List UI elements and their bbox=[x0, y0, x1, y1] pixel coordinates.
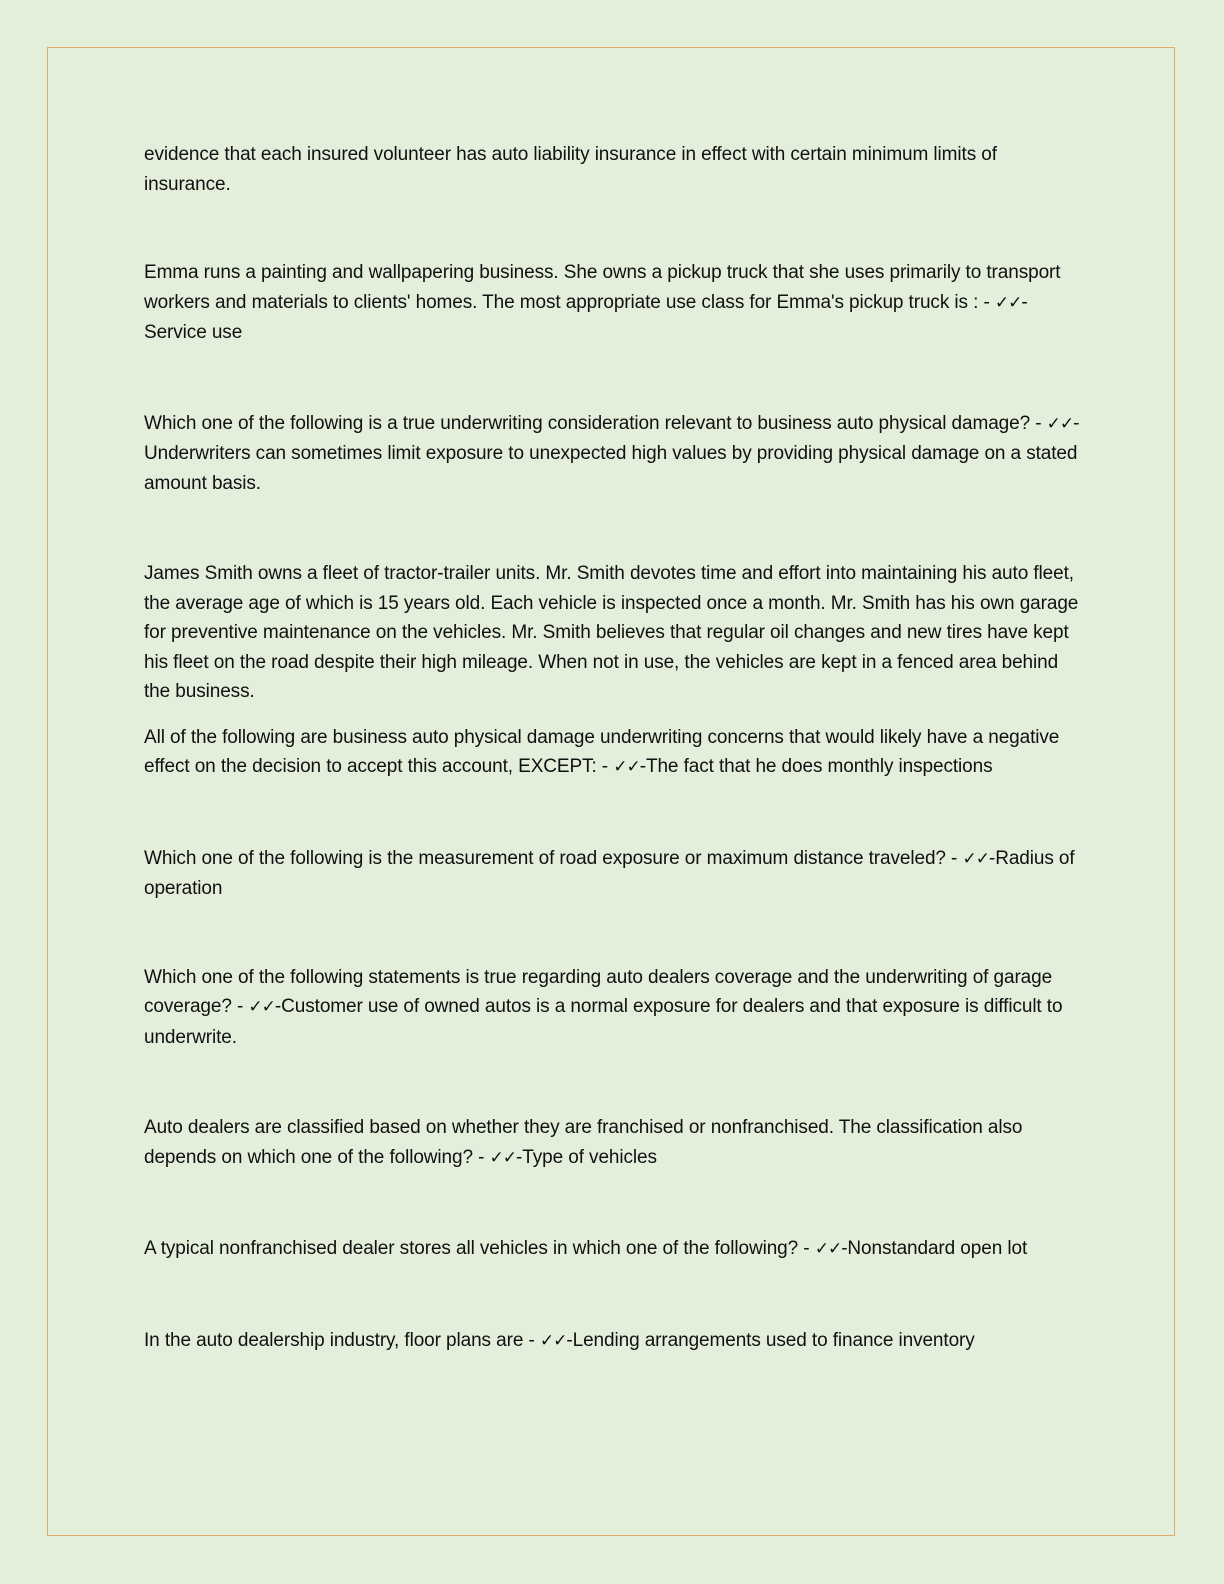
double-check-icon: ✓✓ bbox=[248, 997, 275, 1017]
document-body bbox=[144, 140, 1084, 1356]
qa-item bbox=[144, 1326, 1084, 1357]
double-check-icon: ✓✓ bbox=[1046, 413, 1074, 434]
question-text: All of the following are business auto physical damage underwriting concerns that would likely have a negative effect on the decision to accept this account, EXCEPT: - bbox=[144, 726, 1060, 777]
qa-item bbox=[144, 1113, 1084, 1173]
double-check-icon: ✓✓ bbox=[539, 1330, 567, 1351]
answer-text: -Type of vehicles bbox=[516, 1146, 657, 1168]
double-check-icon: ✓✓ bbox=[814, 1239, 842, 1259]
double-check-icon: ✓✓ bbox=[613, 757, 640, 777]
qa-item bbox=[144, 723, 1084, 783]
qa-item bbox=[144, 1234, 1084, 1265]
question-text: Auto dealers are classified based on whether they are franchised or nonfranchised. The classification also depends on which one of the following? - bbox=[144, 1117, 1023, 1168]
answer-text: -Nonstandard open lot bbox=[841, 1238, 1028, 1259]
double-check-icon: ✓✓ bbox=[962, 848, 989, 869]
scenario-text bbox=[144, 559, 1084, 707]
paragraph-text: James Smith owns a fleet of tractor-trailer units. Mr. Smith devotes time and effort into maintaining his auto fleet, the average age of which is 15 years old. Each vehicle is inspected once a month. Mr. Smith has his own garage for preventive maintenance on the vehicles. Mr. Smith believes that regular oil changes and new tires have kept his fleet on the road despite their high mileage. When not in use, the vehicles are kept in a fenced area behind the business. bbox=[144, 563, 1079, 702]
double-check-icon: ✓✓ bbox=[489, 1147, 517, 1168]
question-text: Which one of the following is the measurement of road exposure or maximum distance traveled? - bbox=[144, 847, 963, 869]
paragraph-text: evidence that each insured volunteer has auto liability insurance in effect with certain minimum limits of insurance. bbox=[144, 144, 997, 195]
qa-item bbox=[144, 844, 1084, 904]
answer-text: -Radius of operation bbox=[144, 847, 1075, 899]
paragraph-continuation bbox=[144, 140, 1084, 199]
answer-text: -Underwriters can sometimes limit exposure to unexpected high values by providing physical damage on a stated amount basis. bbox=[144, 412, 1080, 494]
qa-item bbox=[144, 258, 1084, 348]
qa-item bbox=[144, 963, 1084, 1053]
question-text: Emma runs a painting and wallpapering business. She owns a pickup truck that she uses primarily to transport workers and materials to clients' homes. The most appropriate use class for Emma's pickup truck is : - bbox=[144, 262, 1061, 313]
qa-item bbox=[144, 409, 1084, 499]
answer-text: -Service use bbox=[144, 291, 1028, 343]
answer-text: -The fact that he does monthly inspections bbox=[639, 756, 993, 777]
question-text: In the auto dealership industry, floor plans are - bbox=[144, 1329, 540, 1351]
double-check-icon: ✓✓ bbox=[994, 292, 1022, 313]
question-text: Which one of the following is a true underwriting consideration relevant to business auto physical damage? - bbox=[144, 412, 1047, 434]
question-text: Which one of the following statements is true regarding auto dealers coverage and the underwriting of garage coverage? - bbox=[144, 966, 1053, 1017]
answer-text: -Customer use of owned autos is a normal exposure for dealers and that exposure is difficult to underwrite. bbox=[144, 996, 1063, 1048]
question-text: A typical nonfranchised dealer stores all vehicles in which one of the following? - bbox=[144, 1238, 815, 1259]
answer-text: -Lending arrangements used to finance inventory bbox=[566, 1329, 975, 1351]
